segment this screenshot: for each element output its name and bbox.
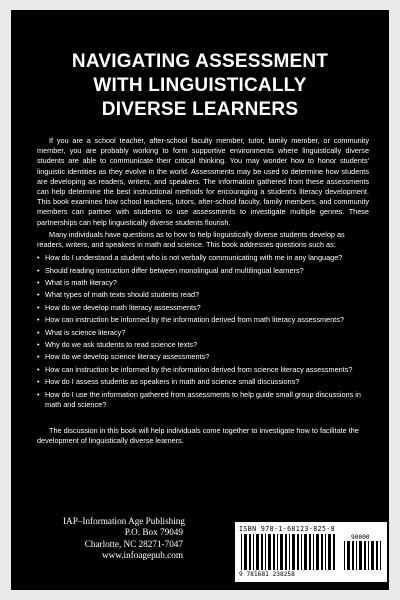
price-addon-barcode [344, 541, 382, 570]
barcode-bar [328, 534, 331, 570]
barcode-bar [249, 534, 251, 570]
barcode-bar [313, 534, 314, 570]
barcode-bar [371, 541, 374, 570]
back-cover [11, 10, 389, 590]
barcode-bar [289, 534, 290, 570]
question-item: • How do we develop math literacy assessments? [37, 303, 369, 313]
barcode-bar [241, 534, 242, 570]
barcode-bar [253, 534, 254, 570]
ean-barcode [241, 534, 337, 570]
description-paragraph-1: If you are a school teacher, after-school faculty member, tutor, family member, or community member, you are probably working to form supportive environments where linguistically diverse students are able to communicate their critical thinking. You may wonder how to honor students' linguistic identities as they evolve in the world. Assessments may be used to determine how students are developing as readers, writers, and speakers. The information gathered from these assessments can help determine the best instructional methods for encouraging a student's literacy development. This book examines how school teachers, tutors, after-school faculty, family members, and community members can partner with students to use assessments to investigate multiple genres. These partnerships can help linguistically diverse students flourish. [37, 136, 369, 227]
barcode-bar [292, 534, 295, 570]
ean-digits: 9 781681 238258 [239, 571, 295, 578]
question-item: • How do I assess students as speakers in math and science small discussions? [37, 377, 369, 387]
publisher-address-line-1: P.O. Box 79049 [124, 527, 183, 538]
question-item: • How do I understand a student who is not verbally communicating with me in any language? [37, 253, 369, 263]
barcode-bar [376, 541, 378, 570]
barcode-bar [244, 534, 247, 570]
isbn-label: ISBN 978-1-68123-825-8 [239, 525, 336, 533]
addon-digits: 90000 [351, 534, 370, 541]
barcode-bar [280, 534, 283, 570]
barcode-bar [359, 541, 362, 570]
barcode-bar [333, 534, 335, 570]
barcode-bar [347, 541, 350, 570]
question-item: • How can instruction be informed by the information derived from math literacy assessments? [37, 315, 369, 325]
barcode-bar [277, 534, 278, 570]
question-item: • How do I use the information gathered from assessments to help guide small group discussions in math and science? [37, 390, 369, 410]
question-item: • Why do we ask students to read science texts? [37, 340, 369, 350]
publisher-name: IAP–Information Age Publishing [63, 516, 185, 526]
question-item: • What types of math texts should students read? [37, 290, 369, 300]
barcode-bar [356, 541, 357, 570]
barcode-bar [268, 534, 271, 570]
barcode-bar [316, 534, 319, 570]
barcode-bar [304, 534, 307, 570]
barcode-block [235, 522, 387, 582]
publisher-address-line-2: Charlotte, NC 28271-7047 [84, 538, 183, 549]
barcode-bar [325, 534, 326, 570]
publisher-website: www.infoagepub.com [101, 549, 183, 560]
barcode-bar [364, 541, 366, 570]
barcode-bar [344, 541, 345, 570]
publisher-info [63, 516, 183, 561]
book-title [11, 50, 389, 122]
question-item: • What is math literacy? [37, 278, 369, 288]
barcode-bar [273, 534, 275, 570]
question-item: • Should reading instruction differ between monolingual and multilingual learners? [37, 266, 369, 276]
description-closing: The discussion in this book will help individuals come together to investigate how to facilitate the development of linguistically diverse learners. [37, 425, 359, 446]
barcode-bar [380, 541, 381, 570]
barcode-bar [301, 534, 302, 570]
barcode-bar [309, 534, 311, 570]
title-line-3: DIVERSE LEARNERS [101, 99, 299, 120]
barcode-bar [321, 534, 323, 570]
barcode-bar [265, 534, 266, 570]
question-item: • What is science literacy? [37, 328, 369, 338]
description-paragraph-2: Many individuals have questions as to how to help linguistically diverse students develop as readers, writers, and speakers in math and science. This book addresses questions such as: [37, 229, 345, 250]
book-description [37, 136, 369, 446]
question-item: • How can instruction be informed by the information derived from science literacy assessments? [37, 365, 369, 375]
question-list [37, 253, 369, 410]
title-line-1: NAVIGATING ASSESSMENT [71, 51, 329, 72]
barcode-bar [256, 534, 259, 570]
barcode-bar [297, 534, 299, 570]
barcode-bar [352, 541, 354, 570]
barcode-bar [368, 541, 369, 570]
barcode-bar [261, 534, 263, 570]
title-line-2: WITH LINGUISTICALLY [93, 75, 307, 96]
barcode-bar [285, 534, 287, 570]
question-item: • How do we develop science literacy assessments? [37, 352, 369, 362]
